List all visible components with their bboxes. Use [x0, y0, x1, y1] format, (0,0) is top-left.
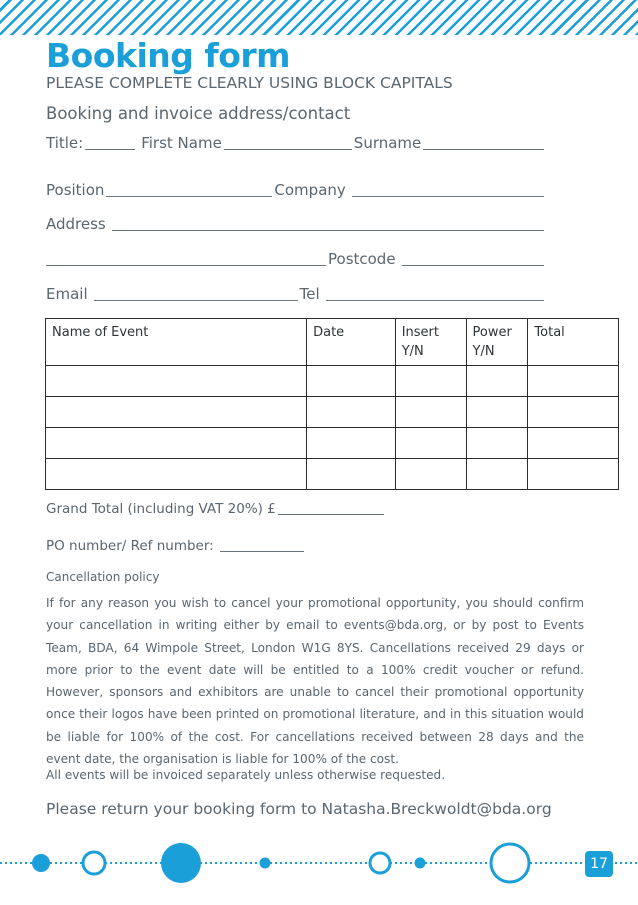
- email-field[interactable]: [94, 286, 298, 301]
- title-label: Title:: [46, 134, 84, 152]
- company-field[interactable]: [352, 182, 544, 197]
- cell-event-name[interactable]: [46, 397, 307, 428]
- page-number: 17: [585, 851, 613, 877]
- cell-event-name[interactable]: [46, 459, 307, 490]
- postcode-field[interactable]: [402, 251, 544, 266]
- table-row: [46, 397, 619, 428]
- postcode-label: Postcode: [328, 250, 396, 268]
- header-power: Power Y/N: [466, 319, 528, 366]
- address-field[interactable]: [112, 216, 544, 231]
- footer-dot: [260, 858, 271, 869]
- cell-total[interactable]: [528, 428, 619, 459]
- cell-insert[interactable]: [395, 366, 466, 397]
- cell-power[interactable]: [466, 397, 528, 428]
- return-instructions: Please return your booking form to Natasha.Breckwoldt@bda.org: [46, 800, 552, 818]
- grand-total-label: Grand Total (including VAT 20%) £: [46, 501, 276, 517]
- page-title: Booking form: [46, 36, 291, 75]
- address-row: [46, 215, 546, 233]
- email-label: Email: [46, 285, 88, 303]
- first-name-label: First Name: [141, 134, 222, 152]
- footer-ring: [83, 852, 105, 874]
- footer-ring: [370, 853, 390, 873]
- cell-total[interactable]: [528, 366, 619, 397]
- cell-insert[interactable]: [395, 428, 466, 459]
- tel-field[interactable]: [326, 286, 544, 301]
- title-field[interactable]: [85, 135, 135, 150]
- surname-field[interactable]: [423, 135, 544, 150]
- cell-event-name[interactable]: [46, 428, 307, 459]
- table-row: [46, 459, 619, 490]
- header-date: Date: [307, 319, 396, 366]
- events-table-header-row: [46, 319, 619, 366]
- cell-event-name[interactable]: [46, 366, 307, 397]
- header-total: Total: [528, 319, 619, 366]
- first-name-field[interactable]: [224, 135, 352, 150]
- position-field[interactable]: [106, 182, 272, 197]
- table-row: [46, 366, 619, 397]
- footer-dot: [32, 854, 50, 872]
- cancellation-heading: Cancellation policy: [46, 570, 160, 584]
- address-line-2-field[interactable]: [46, 251, 326, 266]
- grand-total-row: [46, 500, 386, 517]
- cell-power[interactable]: [466, 428, 528, 459]
- cell-power[interactable]: [466, 366, 528, 397]
- footer-decoration: [0, 838, 638, 893]
- name-row: [46, 134, 546, 152]
- address-section-heading: Booking and invoice address/contact: [46, 104, 351, 123]
- cell-power[interactable]: [466, 459, 528, 490]
- footer-ring: [491, 844, 529, 882]
- cell-date[interactable]: [307, 459, 396, 490]
- grand-total-field[interactable]: [278, 500, 384, 515]
- company-label: Company: [274, 181, 346, 199]
- position-label: Position: [46, 181, 105, 199]
- po-number-field[interactable]: [220, 537, 304, 552]
- contact-row: [46, 285, 546, 303]
- postcode-row: [46, 250, 546, 268]
- po-number-label: PO number/ Ref number:: [46, 538, 214, 554]
- cell-total[interactable]: [528, 397, 619, 428]
- invoiced-note: All events will be invoiced separately unless otherwise requested.: [46, 768, 446, 782]
- address-label: Address: [46, 215, 106, 233]
- po-number-row: [46, 537, 306, 554]
- table-row: [46, 428, 619, 459]
- header-name-of-event: Name of Event: [46, 319, 307, 366]
- cancellation-policy-text: If for any reason you wish to cancel your promotional opportunity, you should confirm your cancellation in writing either by email to events@bda.org, or by post to Events Team, BDA, 64 Wimpole Street, London W1G 8YS. Cancellations received 29 days or more prior to the event date will be entitled to a 100% credit voucher or refund. However, sponsors and exhibitors are unable to cancel their promotional opportunity once their logos have been printed on promotional literature, and in this situation would be liable for 100% of the cost. For cancellations received between 28 days and the event date, the organisation is liable for 100% of the cost.: [46, 596, 584, 767]
- cell-date[interactable]: [307, 397, 396, 428]
- cell-date[interactable]: [307, 366, 396, 397]
- cell-total[interactable]: [528, 459, 619, 490]
- position-row: [46, 181, 546, 199]
- events-table: [45, 318, 619, 490]
- header-insert: Insert Y/N: [395, 319, 466, 366]
- header-hatch-band: [0, 0, 638, 35]
- tel-label: Tel: [299, 285, 320, 303]
- cell-date[interactable]: [307, 428, 396, 459]
- page-subtitle: PLEASE COMPLETE CLEARLY USING BLOCK CAPITALS: [46, 74, 453, 92]
- cell-insert[interactable]: [395, 397, 466, 428]
- footer-dot: [415, 858, 426, 869]
- cell-insert[interactable]: [395, 459, 466, 490]
- surname-label: Surname: [353, 134, 422, 152]
- footer-dot: [161, 843, 201, 883]
